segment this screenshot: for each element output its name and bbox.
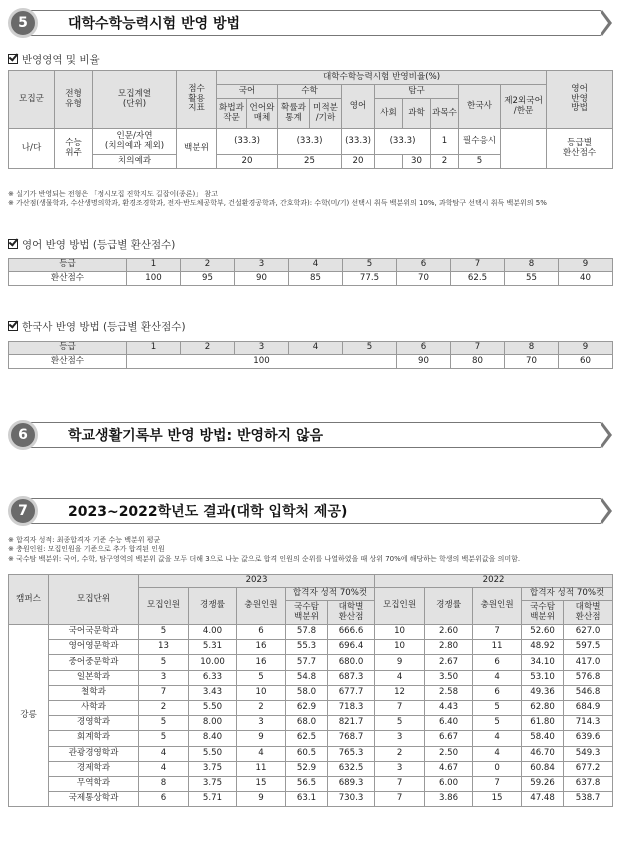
header-converted: 대학별 환산점 [328,601,375,625]
header-cut: 합격자 성적 70%컷 [522,588,613,601]
note-2: ※ 합격자 성적: 최종합격자 기준 수능 백분위 평균 ※ 충원인원: 모집인원을 기준으로 추가 합격된 인원 ※ 국수탐 백분위: 국어, 수학, 탐구영역의 백분위 값을 모두 더해 3으로 나눈 값으로 합격 인원의 순위를 나열하였을 때 상위 70%에 해당하는 학생의 백분위값을 의미함. [8,536,521,563]
value-cell: 15 [237,776,286,791]
header-quota: 모집인원 [139,588,189,625]
value-cell: 680.0 [328,655,375,670]
header-competition: 경쟁률 [425,588,473,625]
value-cell: 639.6 [564,731,613,746]
subheading-english: 영어 반영 방법 (등급별 환산점수) [8,237,175,252]
header-campus: 캠퍼스 [9,575,49,625]
value-cell: 15 [473,792,522,807]
history-grade-table [8,341,613,369]
header-math: 수학 [278,85,342,99]
value-cell: 549.3 [564,746,613,761]
header-score: 점수 활용 지표 [177,71,217,129]
value-cell: 12 [375,685,425,700]
value-cell: 3.86 [425,792,473,807]
value-cell: 10.00 [189,655,237,670]
header-math-sub2: 미적분 /기하 [310,99,342,129]
value-cell: 34.10 [522,655,564,670]
cell-eng-method: 등급별 환산점수 [547,129,613,169]
header-kor-sub2: 언어와 매체 [247,99,278,129]
value-cell: 7 [139,685,189,700]
score-cell: 40 [559,272,613,286]
value-cell: 60.84 [522,761,564,776]
value-cell: 58.40 [522,731,564,746]
value-cell: 637.8 [564,776,613,791]
value-cell: 821.7 [328,716,375,731]
unit-name-cell: 회계학과 [49,731,139,746]
score-cell: 60 [559,355,613,369]
value-cell: 5 [139,716,189,731]
value-cell: 5 [375,716,425,731]
value-cell: 768.7 [328,731,375,746]
grade-header: 9 [559,342,613,355]
grade-header: 6 [397,342,451,355]
cell-math-1: (33.3) [278,129,342,155]
header-unit: 모집계열 (단위) [93,71,177,129]
value-cell: 4 [237,746,286,761]
value-cell: 6 [473,685,522,700]
value-cell: 765.3 [328,746,375,761]
cell-hist-1: 필수응시 [459,129,501,155]
table-row [9,685,613,700]
cell-score: 백분위 [177,129,217,169]
value-cell: 6 [237,625,286,640]
cell-kor-2: 20 [217,155,278,169]
grade-header: 4 [289,259,343,272]
checkbox-icon [8,239,18,249]
value-cell: 6.67 [425,731,473,746]
value-cell: 53.10 [522,670,564,685]
value-cell: 10 [375,625,425,640]
cell-cnt-2: 2 [431,155,459,169]
value-cell: 8.40 [189,731,237,746]
value-cell: 48.92 [522,640,564,655]
header-eng-method: 영어 반영 방법 [547,71,613,129]
score-cell: 85 [289,272,343,286]
value-cell: 7 [473,625,522,640]
value-cell: 6.33 [189,670,237,685]
value-cell: 4 [473,731,522,746]
section-7-header [8,496,612,526]
value-cell: 4 [139,746,189,761]
cell-cnt-1: 1 [431,129,459,155]
value-cell: 5 [139,655,189,670]
grade-header: 6 [397,259,451,272]
header-count: 과목수 [431,99,459,129]
value-cell: 6 [139,792,189,807]
value-cell: 13 [139,640,189,655]
grade-header: 4 [289,342,343,355]
value-cell: 2 [237,700,286,715]
grade-header: 3 [235,259,289,272]
value-cell: 10 [375,640,425,655]
value-cell: 62.80 [522,700,564,715]
value-cell: 2 [375,746,425,761]
header-kor-sub1: 화법과 작문 [217,99,247,129]
unit-name-cell: 사학과 [49,700,139,715]
grade-header: 1 [127,259,181,272]
section-5-header [8,8,612,38]
value-cell: 597.5 [564,640,613,655]
value-cell: 11 [473,640,522,655]
value-cell: 68.0 [286,716,328,731]
cell-kor-1: (33.3) [217,129,278,155]
grade-header: 1 [127,342,181,355]
value-cell: 5.71 [189,792,237,807]
table-row [9,746,613,761]
value-cell: 4 [473,670,522,685]
header-2023: 2023 [139,575,375,588]
value-cell: 54.8 [286,670,328,685]
score-cell: 95 [181,272,235,286]
unit-name-cell: 영어영문학과 [49,640,139,655]
section-title: 2023~2022학년도 결과(대학 입학처 제공) [68,504,348,520]
checkbox-icon [8,54,18,64]
header-converted: 대학별 환산점 [564,601,613,625]
value-cell: 5.31 [189,640,237,655]
score-cell: 90 [397,355,451,369]
subheading-history: 한국사 반영 방법 (등급별 환산점수) [8,319,186,334]
value-cell: 546.8 [564,685,613,700]
cell-foreign [501,129,547,169]
value-cell: 2 [139,700,189,715]
table-row [9,792,613,807]
value-cell: 4.43 [425,700,473,715]
value-cell: 7 [375,700,425,715]
grade-header: 8 [505,259,559,272]
arrow-icon [602,422,612,448]
header-competition: 경쟁률 [189,588,237,625]
grade-header: 5 [343,342,397,355]
value-cell: 627.0 [564,625,613,640]
table-row [9,761,613,776]
cell-group: 나/다 [9,129,55,169]
unit-name-cell: 경영학과 [49,716,139,731]
note-1: ※ 실기가 반영되는 전형은 「정시모집 진학지도 길잡이(종론)」 참고 ※ 가산점(생물학과, 수산생명의학과, 환경조경학과, 전자·반도체공학부, 건설환경공학과, 간호학과): 수학(미/기) 선택시 취득 백분위의 10%, 과학탐구 선택시 취득 백분위의 5% [8,190,547,208]
value-cell: 689.3 [328,776,375,791]
value-cell: 8.00 [189,716,237,731]
header-ratio: 대학수학능력시험 반영비율(%) [217,71,547,85]
value-cell: 4 [473,746,522,761]
value-cell: 6.40 [425,716,473,731]
section-title: 학교생활기록부 반영 방법: 반영하지 않음 [68,428,324,444]
value-cell: 417.0 [564,655,613,670]
value-cell: 9 [237,792,286,807]
csat-ratio-table [8,70,613,169]
cell-unit-1: 인문/자연 (치의예과 제외) [93,129,177,155]
value-cell: 3 [375,761,425,776]
header-korean: 국어 [217,85,278,99]
value-cell: 59.26 [522,776,564,791]
value-cell: 2.50 [425,746,473,761]
table-row [9,640,613,655]
value-cell: 56.5 [286,776,328,791]
unit-name-cell: 일본학과 [49,670,139,685]
value-cell: 7 [375,776,425,791]
score-cell: 62.5 [451,272,505,286]
value-cell: 10 [237,685,286,700]
unit-name-cell: 중어중문학과 [49,655,139,670]
value-cell: 5 [139,731,189,746]
value-cell: 3.75 [189,761,237,776]
value-cell: 5 [473,716,522,731]
value-cell: 52.9 [286,761,328,776]
value-cell: 4 [375,670,425,685]
header-percentile: 국수탐 백분위 [522,601,564,625]
value-cell: 49.36 [522,685,564,700]
arrow-icon [602,498,612,524]
unit-name-cell: 국어국문학과 [49,625,139,640]
header-grade: 등급 [9,342,127,355]
value-cell: 730.3 [328,792,375,807]
value-cell: 7 [473,776,522,791]
unit-name-cell: 국제통상학과 [49,792,139,807]
section-6-header [8,420,612,450]
value-cell: 2.60 [425,625,473,640]
header-group: 모집군 [9,71,55,129]
value-cell: 576.8 [564,670,613,685]
value-cell: 62.9 [286,700,328,715]
header-additional: 충원인원 [473,588,522,625]
section-title: 대학수학능력시험 반영 방법 [68,16,241,32]
value-cell: 538.7 [564,792,613,807]
unit-name-cell: 관광경영학과 [49,746,139,761]
checkbox-icon [8,321,18,331]
cell-type: 수능 위주 [55,129,93,169]
value-cell: 3.75 [189,776,237,791]
score-cell: 70 [505,355,559,369]
value-cell: 62.5 [286,731,328,746]
header-inquiry: 탐구 [375,85,459,99]
value-cell: 16 [237,640,286,655]
grade-header: 9 [559,259,613,272]
table-row [9,670,613,685]
header-social: 사회 [375,99,403,129]
header-science: 과학 [403,99,431,129]
table-row [9,716,613,731]
grade-header: 2 [181,342,235,355]
value-cell: 3 [237,716,286,731]
value-cell: 4.67 [425,761,473,776]
value-cell: 677.2 [564,761,613,776]
cell-inq-1: (33.3) [375,129,431,155]
grade-header: 3 [235,342,289,355]
score-cell: 90 [235,272,289,286]
header-math-sub1: 확률과 통계 [278,99,310,129]
results-table [8,574,613,807]
row-label: 환산점수 [9,355,127,369]
value-cell: 684.9 [564,700,613,715]
header-foreign: 제2외국어 /한문 [501,85,547,129]
value-cell: 55.3 [286,640,328,655]
english-grade-table [8,258,613,286]
header-english: 영어 [342,85,375,129]
value-cell: 47.48 [522,792,564,807]
section-number-badge: 5 [8,8,38,38]
score-cell: 77.5 [343,272,397,286]
campus-cell: 강릉 [9,625,49,807]
results-body [9,625,613,807]
value-cell: 9 [237,731,286,746]
cell-soc-2 [375,155,403,169]
value-cell: 687.3 [328,670,375,685]
cell-sci-2: 30 [403,155,431,169]
cell-eng-1: (33.3) [342,129,375,155]
score-cell: 55 [505,272,559,286]
grade-header: 8 [505,342,559,355]
header-unit: 모집단위 [49,575,139,625]
unit-name-cell: 철학과 [49,685,139,700]
cell-math-2: 25 [278,155,342,169]
value-cell: 3.43 [189,685,237,700]
value-cell: 3.50 [425,670,473,685]
header-2022: 2022 [375,575,613,588]
value-cell: 677.7 [328,685,375,700]
header-additional: 충원인원 [237,588,286,625]
header-history: 한국사 [459,85,501,129]
value-cell: 3 [375,731,425,746]
grade-header: 7 [451,259,505,272]
value-cell: 57.7 [286,655,328,670]
value-cell: 9 [375,655,425,670]
header-grade: 등급 [9,259,127,272]
unit-name-cell: 무역학과 [49,776,139,791]
header-type: 전형 유형 [55,71,93,129]
value-cell: 16 [237,655,286,670]
grade-header: 2 [181,259,235,272]
value-cell: 632.5 [328,761,375,776]
unit-name-cell: 경제학과 [49,761,139,776]
value-cell: 2.67 [425,655,473,670]
table-row [9,655,613,670]
value-cell: 11 [237,761,286,776]
value-cell: 5 [139,625,189,640]
value-cell: 5 [237,670,286,685]
value-cell: 60.5 [286,746,328,761]
table-row [9,625,613,640]
value-cell: 3 [139,670,189,685]
value-cell: 57.8 [286,625,328,640]
value-cell: 696.4 [328,640,375,655]
table-row [9,700,613,715]
value-cell: 4 [139,761,189,776]
merged-score-cell: 100 [127,355,397,369]
table-row [9,776,613,791]
cell-hist-2: 5 [459,155,501,169]
cell-eng-2: 20 [342,155,375,169]
value-cell: 58.0 [286,685,328,700]
value-cell: 46.70 [522,746,564,761]
cell-unit-2: 치의예과 [93,155,177,169]
value-cell: 7 [375,792,425,807]
value-cell: 52.60 [522,625,564,640]
header-cut: 합격자 성적 70%컷 [286,588,375,601]
arrow-icon [602,10,612,36]
value-cell: 5.50 [189,700,237,715]
value-cell: 63.1 [286,792,328,807]
value-cell: 718.3 [328,700,375,715]
score-cell: 70 [397,272,451,286]
value-cell: 714.3 [564,716,613,731]
row-label: 환산점수 [9,272,127,286]
value-cell: 4.00 [189,625,237,640]
grade-header: 7 [451,342,505,355]
value-cell: 61.80 [522,716,564,731]
value-cell: 0 [473,761,522,776]
value-cell: 5 [473,700,522,715]
grade-header: 5 [343,259,397,272]
header-quota: 모집인원 [375,588,425,625]
header-percentile: 국수탐 백분위 [286,601,328,625]
score-cell: 80 [451,355,505,369]
value-cell: 2.58 [425,685,473,700]
score-cell: 100 [127,272,181,286]
value-cell: 6 [473,655,522,670]
value-cell: 8 [139,776,189,791]
table-row [9,731,613,746]
subheading-ratio: 반영영역 및 비율 [8,52,100,67]
value-cell: 666.6 [328,625,375,640]
value-cell: 5.50 [189,746,237,761]
section-number-badge: 6 [8,420,38,450]
section-number-badge: 7 [8,496,38,526]
value-cell: 6.00 [425,776,473,791]
value-cell: 2.80 [425,640,473,655]
